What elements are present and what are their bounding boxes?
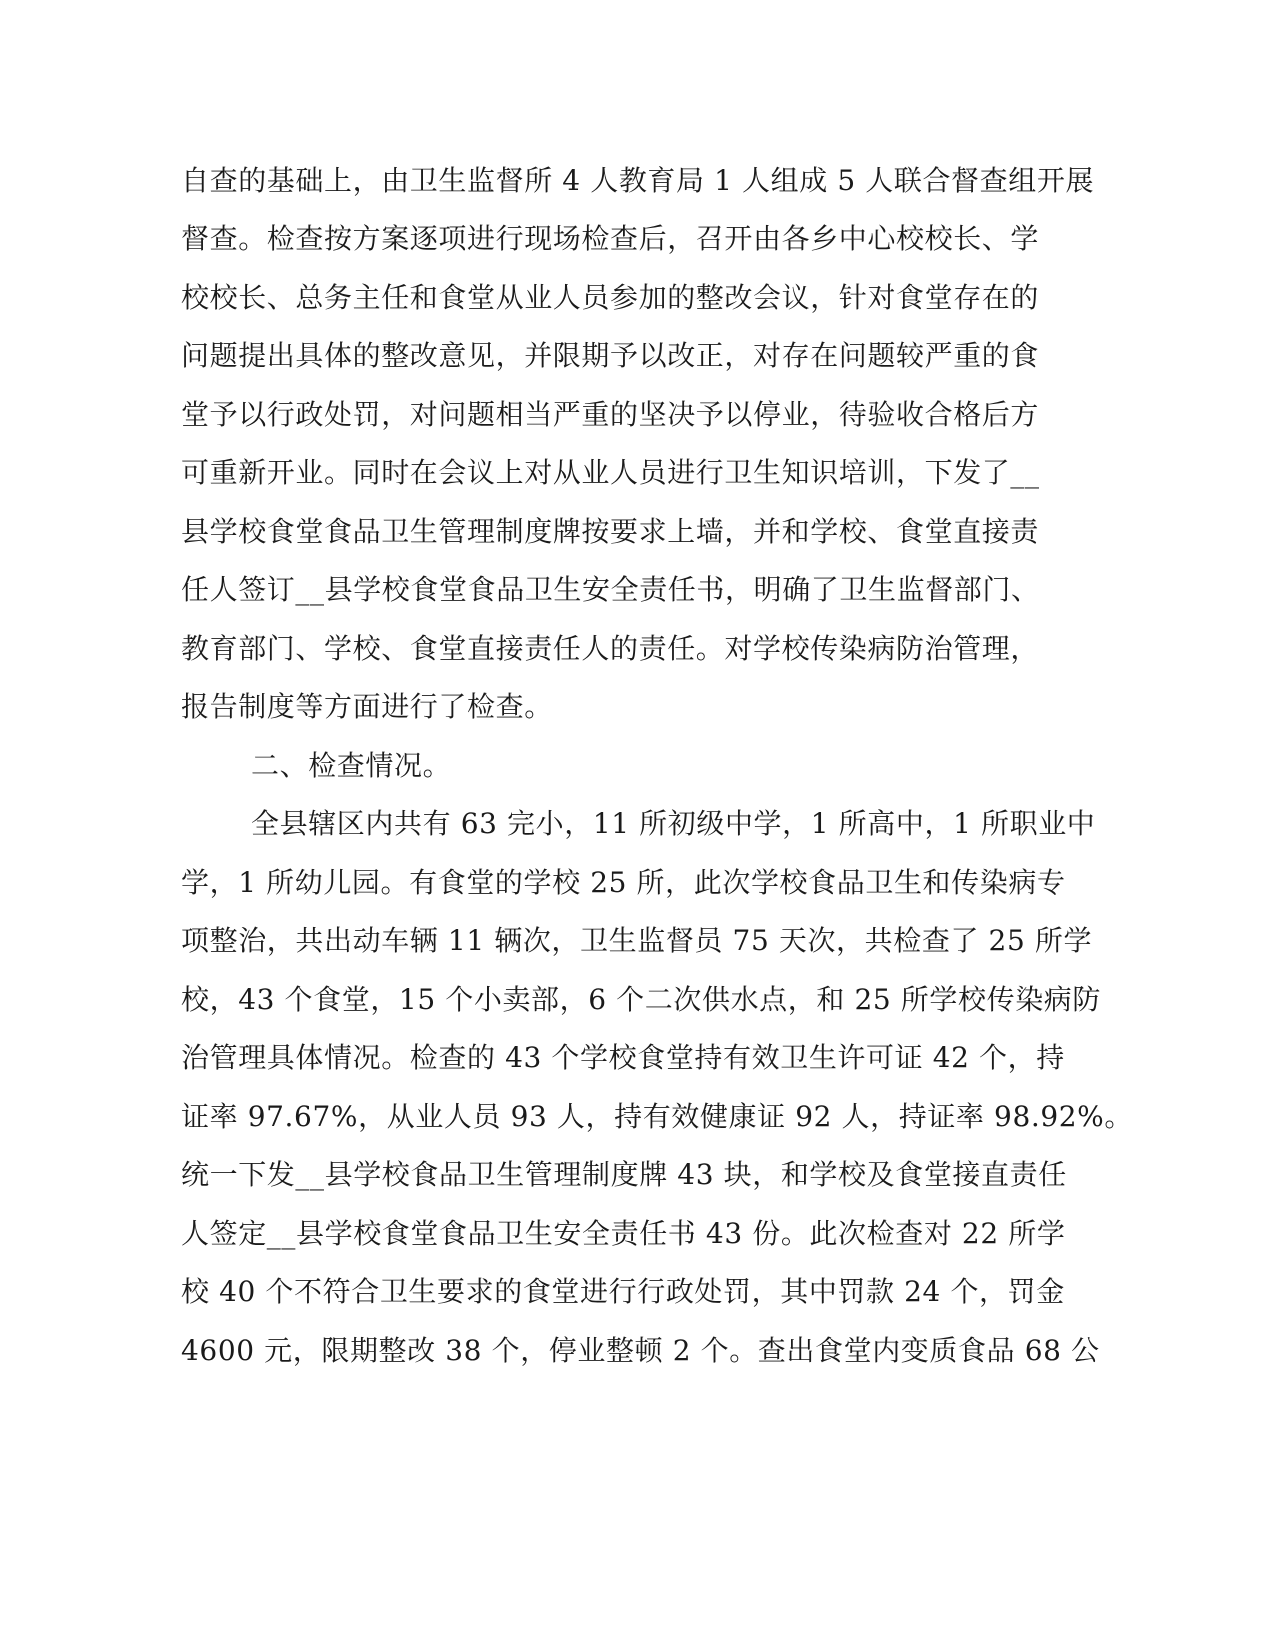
paragraph-line: 证率 97.67%，从业人员 93 人，持有效健康证 92 人，持证率 98.92%。	[181, 1100, 1133, 1133]
paragraph-line: 可重新开业。同时在会议上对从业人员进行卫生知识培训，下发了__	[181, 456, 1040, 489]
paragraph-line: 全县辖区内共有 63 完小，11 所初级中学，1 所高中，1 所职业中	[251, 807, 1096, 840]
paragraph-line: 治管理具体情况。检查的 43 个学校食堂持有效卫生许可证 42 个，持	[181, 1041, 1065, 1074]
paragraph-line: 人签定__县学校食堂食品卫生安全责任书 43 份。此次检查对 22 所学	[181, 1217, 1066, 1250]
paragraph-line: 堂予以行政处罚，对问题相当严重的坚决予以停业，待验收合格后方	[181, 398, 1040, 431]
paragraph-line: 4600 元，限期整改 38 个，停业整顿 2 个。查出食堂内变质食品 68 公	[181, 1334, 1100, 1367]
paragraph-line: 校校长、总务主任和食堂从业人员参加的整改会议，针对食堂存在的	[181, 281, 1040, 314]
paragraph-line: 学，1 所幼儿园。有食堂的学校 25 所，此次学校食品卫生和传染病专	[181, 866, 1066, 899]
paragraph-line: 问题提出具体的整改意见，并限期予以改正，对存在问题较严重的食	[181, 339, 1040, 372]
paragraph-line: 县学校食堂食品卫生管理制度牌按要求上墙，并和学校、食堂直接责	[181, 515, 1040, 548]
paragraph-line: 自查的基础上，由卫生监督所 4 人教育局 1 人组成 5 人联合督查组开展	[181, 164, 1095, 197]
paragraph-line: 任人签订__县学校食堂食品卫生安全责任书，明确了卫生监督部门、	[181, 573, 1040, 606]
section-heading: 二、检查情况。	[251, 749, 452, 782]
paragraph-line: 报告制度等方面进行了检查。	[181, 690, 553, 723]
paragraph-line: 校，43 个食堂，15 个小卖部，6 个二次供水点，和 25 所学校传染病防	[181, 983, 1102, 1016]
paragraph-line: 督查。检查按方案逐项进行现场检查后，召开由各乡中心校校长、学	[181, 222, 1040, 255]
paragraph-line: 校 40 个不符合卫生要求的食堂进行行政处罚，其中罚款 24 个，罚金	[181, 1275, 1065, 1308]
paragraph-line: 项整治，共出动车辆 11 辆次，卫生监督员 75 天次，共检查了 25 所学	[181, 924, 1093, 957]
paragraph-line: 统一下发__县学校食品卫生管理制度牌 43 块，和学校及食堂接直责任	[181, 1158, 1067, 1191]
paragraph-line: 教育部门、学校、食堂直接责任人的责任。对学校传染病防治管理，	[181, 632, 1040, 665]
